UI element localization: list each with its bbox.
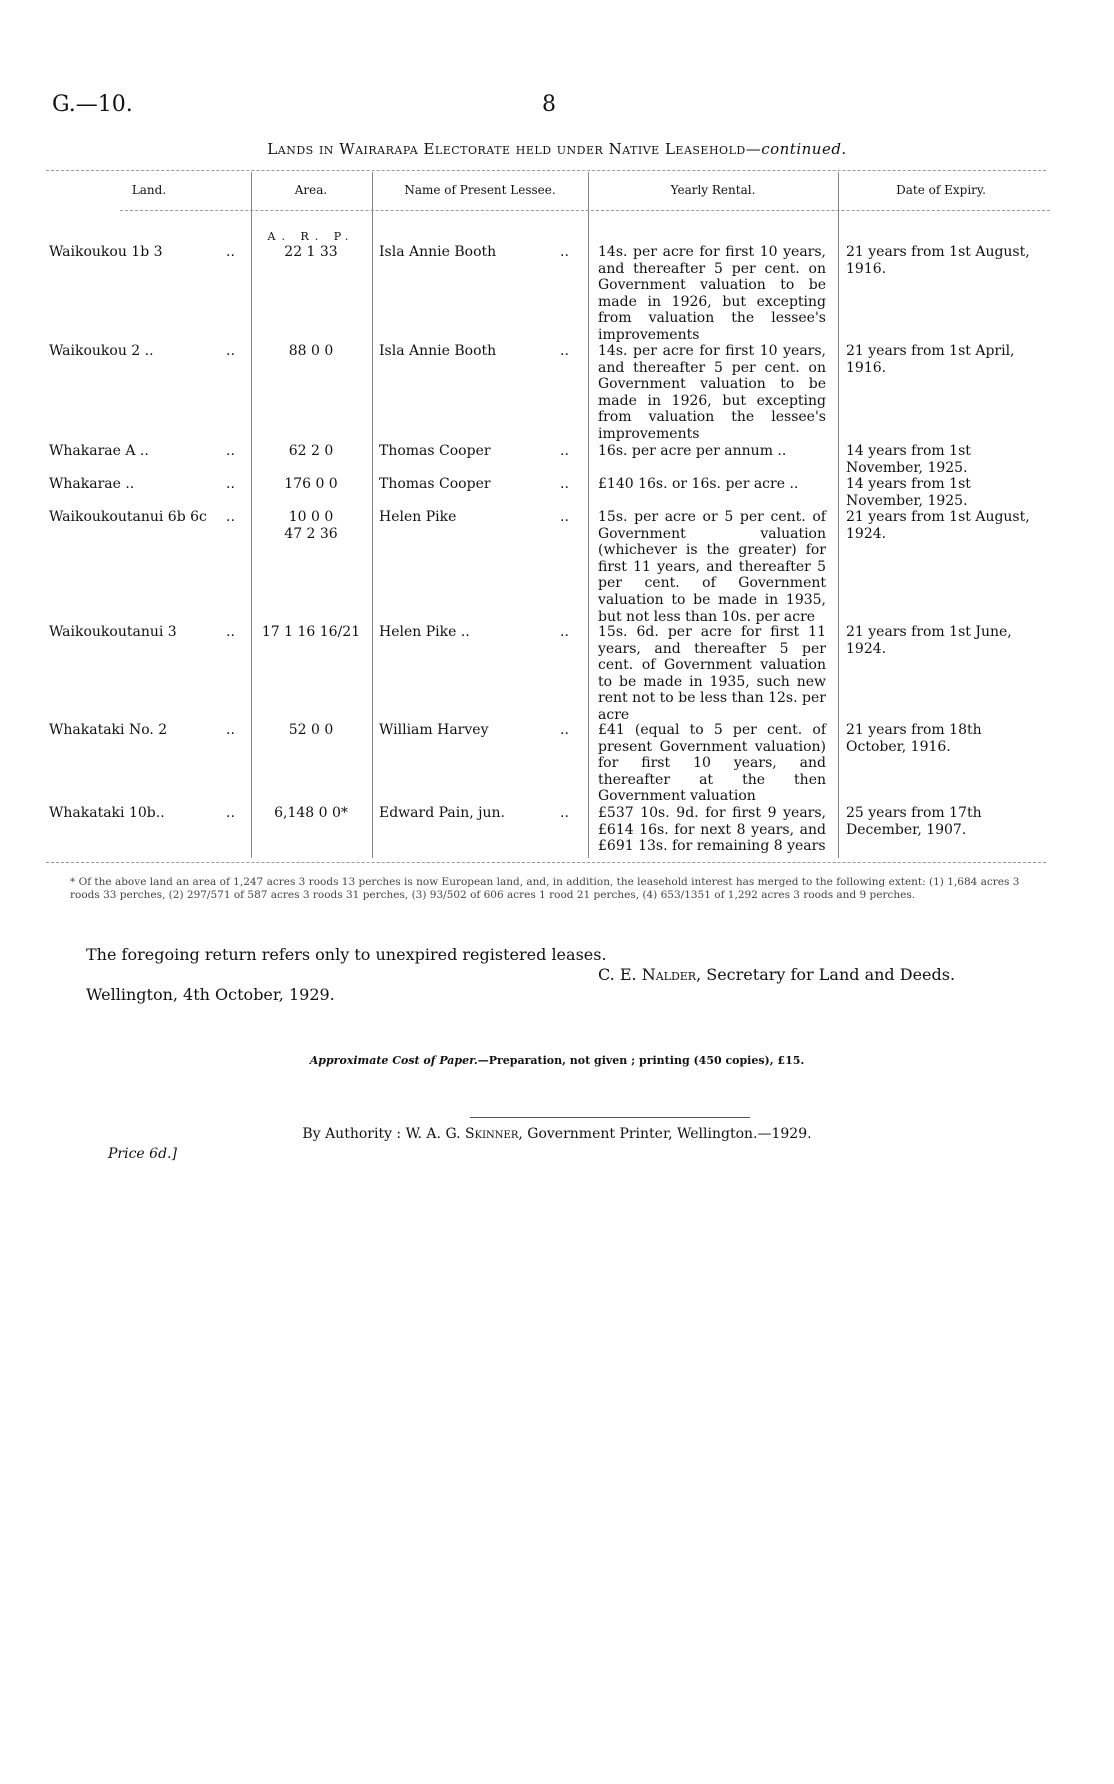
leader-dots: .. (560, 476, 569, 492)
row-land: Whakataki No. 2 (49, 722, 168, 738)
row-expiry: 21 years from 1st August, 1916. (846, 244, 1030, 277)
leader-dots: .. (226, 343, 235, 359)
authority-line (0, 1126, 1114, 1142)
row-rental: 16s. per acre per annum .. (598, 443, 787, 459)
row-area: 176 0 0 (284, 476, 338, 492)
row-land: Whakarae .. (49, 476, 135, 492)
row-rental: 14s. per acre for first 10 years, and thereafter 5 per cent. on Government valuation to be made in 1926, but excepting from valuation the lessee's improvements (598, 343, 826, 442)
leader-dots: .. (226, 443, 235, 459)
cost-label: Approximate Cost of Paper. (309, 1054, 478, 1067)
signatory-title: , Secretary for Land and Deeds. (696, 965, 956, 984)
col-header-expiry: Date of Expiry. (896, 183, 986, 197)
leader-dots: .. (226, 476, 235, 492)
footnote: * Of the above land an area of 1,247 acres 3 roods 13 perches is now European land, and, in addition, the leasehold interest has merged to the following extent: (1) 1,684 acres 3 roods 33 perches, (2) 297/571 of 587 acres 3 roods 31 perches, (3) 93/502 of 606 acres 1 rood 21 perches, (4) 653/1351 of 1,292 acres 3 roods and 9 perches. (70, 876, 1020, 901)
leader-dots: .. (560, 509, 569, 525)
area-units: A. R. P. (267, 230, 355, 243)
leader-dots: .. (560, 244, 569, 260)
title-main: Lands in Wairarapa Electorate held under Native Leasehold— (267, 140, 762, 158)
column-divider (372, 172, 373, 858)
row-land: Whakataki 10b.. (49, 805, 165, 821)
row-lessee: Edward Pain, jun. (379, 805, 505, 821)
row-rental: £140 16s. or 16s. per acre .. (598, 476, 799, 492)
leader-dots: .. (226, 509, 235, 525)
row-area: 88 0 0 (288, 343, 334, 359)
row-area: 17 1 16 16/21 (261, 624, 361, 640)
row-lessee: Helen Pike (379, 509, 457, 525)
row-rental: 15s. 6d. per acre for first 11 years, and thereafter 5 per cent. of Government valuation to be made in 1935, such new rent not to be less than 12s. per acre (598, 624, 826, 723)
authority-rule (470, 1117, 750, 1118)
leader-dots: .. (560, 805, 569, 821)
leader-dots: .. (226, 244, 235, 260)
price: Price 6d.] (108, 1146, 177, 1162)
row-expiry: 21 years from 1st April, 1916. (846, 343, 1015, 376)
row-rental: 15s. per acre or 5 per cent. of Government valuation (whichever is the greater) for first 11 years, and thereafter 5 per cent. of Government valuation to be made in 1935, but not less than 10s. per acre (598, 509, 826, 625)
cost-text: —Preparation, not given ; printing (450 copies), £15. (477, 1054, 805, 1067)
row-rental: 14s. per acre for first 10 years, and thereafter 5 per cent. on Government valuation to be made in 1926, but excepting from valuation the lessee's improvements (598, 244, 826, 343)
signatory-name: C. E. Nalder (598, 965, 697, 984)
row-land: Waikoukou 2 .. (49, 343, 154, 359)
row-expiry: 21 years from 1st June, 1924. (846, 624, 1012, 657)
leader-dots: .. (560, 443, 569, 459)
row-lessee: Thomas Cooper (379, 443, 491, 459)
row-lessee: William Harvey (379, 722, 489, 738)
row-area: 22 1 33 (284, 244, 338, 260)
row-expiry: 14 years from 1st November, 1925. (846, 443, 971, 476)
row-lessee: Isla Annie Booth (379, 343, 497, 359)
row-rental: £41 (equal to 5 per cent. of present Government valuation) for first 10 years, and thereafter at the then Government valuation (598, 722, 826, 805)
leader-dots: .. (560, 722, 569, 738)
row-lessee: Thomas Cooper (379, 476, 491, 492)
date-line: Wellington, 4th October, 1929. (86, 985, 335, 1004)
leader-dots: .. (226, 722, 235, 738)
table-bottom-rule (46, 862, 1046, 863)
row-expiry: 21 years from 1st August, 1924. (846, 509, 1030, 542)
col-header-land: Land. (131, 183, 167, 197)
row-expiry: 21 years from 18th October, 1916. (846, 722, 982, 755)
row-area: 6,148 0 0* (274, 805, 348, 821)
row-lessee: Helen Pike .. (379, 624, 470, 640)
row-rental: £537 10s. 9d. for first 9 years, £614 16s. for next 8 years, and £691 13s. for remaining 8 years (598, 805, 826, 855)
printer-name: W. A. G. Skinner (405, 1126, 519, 1142)
row-land: Waikoukou 1b 3 (49, 244, 163, 260)
leader-dots: .. (226, 624, 235, 640)
col-header-rental: Yearly Rental. (670, 183, 756, 197)
page-number: 8 (542, 92, 556, 117)
row-expiry: 25 years from 17th December, 1907. (846, 805, 982, 838)
column-divider (588, 172, 589, 858)
page-title (0, 140, 1114, 158)
row-area: 10 0 0 (288, 509, 334, 525)
leader-dots: .. (226, 805, 235, 821)
row-land: Waikoukoutanui 6b 6c (49, 509, 207, 525)
row-lessee: Isla Annie Booth (379, 244, 497, 260)
row-area: 52 0 0 (288, 722, 334, 738)
header-bottom-rule (120, 210, 1050, 211)
col-header-area: Area. (294, 183, 328, 197)
signature (598, 965, 955, 984)
leader-dots: .. (560, 343, 569, 359)
row-area: 62 2 0 (288, 443, 334, 459)
row-expiry: 14 years from 1st November, 1925. (846, 476, 971, 509)
cost-of-paper (0, 1054, 1114, 1067)
authority-prefix: By Authority : (302, 1126, 406, 1142)
header-top-rule (46, 170, 1046, 171)
column-divider (838, 172, 839, 858)
title-continued: continued. (761, 140, 847, 158)
col-header-lessee: Name of Present Lessee. (404, 183, 556, 197)
row-land: Waikoukoutanui 3 (49, 624, 177, 640)
row-area-second: 47 2 36 (284, 526, 338, 542)
authority-suffix: , Government Printer, Wellington.—1929. (518, 1126, 812, 1142)
return-note: The foregoing return refers only to unexpired registered leases. (86, 945, 607, 964)
document-code: G.—10. (52, 92, 133, 117)
row-land: Whakarae A .. (49, 443, 149, 459)
leader-dots: .. (560, 624, 569, 640)
